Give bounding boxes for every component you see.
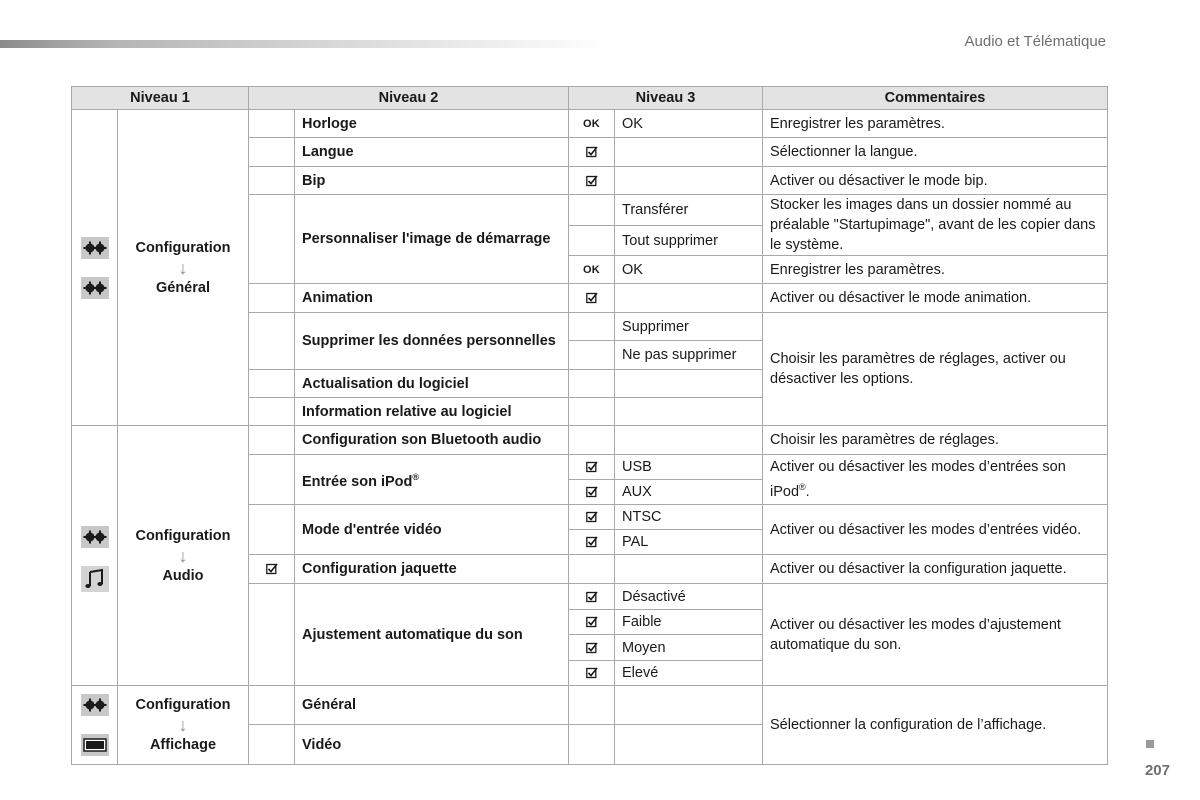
level2-supprimer-donnees: Supprimer les données personnelles <box>295 313 569 370</box>
level1-config-label: Configuration <box>135 697 231 713</box>
empty-cell <box>615 686 763 725</box>
table-row <box>72 686 1108 725</box>
screen-icon <box>81 734 109 756</box>
empty-cell <box>569 725 615 765</box>
group2-level1 <box>118 426 249 686</box>
empty-cell <box>569 370 615 398</box>
level2-image-demarrage: Personnaliser l'image de démarrage <box>295 195 569 284</box>
table-row <box>72 426 1108 455</box>
empty-cell <box>615 725 763 765</box>
checkbox-icon <box>249 555 295 584</box>
level2-bluetooth-audio: Configuration son Bluetooth audio <box>295 426 569 455</box>
checkbox-icon <box>569 661 615 686</box>
level2-actualisation-logiciel: Actualisation du logiciel <box>295 370 569 398</box>
empty-cell <box>615 398 763 426</box>
level2-information-logiciel: Information relative au logiciel <box>295 398 569 426</box>
column-header-niveau-1: Niveau 1 <box>72 87 249 110</box>
checkbox-icon <box>569 635 615 661</box>
empty-cell <box>249 313 295 370</box>
checkbox-icon <box>569 167 615 195</box>
level2-bip: Bip <box>295 167 569 195</box>
level3-ok: OK <box>615 256 763 284</box>
group3-icons <box>72 686 118 765</box>
level3-eleve: Elevé <box>615 661 763 686</box>
comment-supprimer: Choisir les paramètres de réglages, activer ou désactiver les options. <box>763 313 1108 426</box>
level3-pal: PAL <box>615 530 763 555</box>
header-decorative-bar <box>0 40 610 48</box>
table-header-row <box>72 87 1108 110</box>
empty-cell <box>569 686 615 725</box>
level3-ne-pas-supprimer: Ne pas supprimer <box>615 341 763 370</box>
empty-cell <box>249 110 295 138</box>
level2-animation: Animation <box>295 284 569 313</box>
level1-affichage-label: Affichage <box>149 737 217 753</box>
level1-audio-label: Audio <box>162 567 204 584</box>
arrow-down-icon: ↓ <box>178 545 188 566</box>
comment-animation: Activer ou désactiver le mode animation. <box>763 284 1108 313</box>
level2-horloge: Horloge <box>295 110 569 138</box>
checkbox-icon <box>569 530 615 555</box>
empty-cell <box>249 686 295 725</box>
level3-desactive: Désactivé <box>615 584 763 610</box>
column-header-niveau-2: Niveau 2 <box>249 87 569 110</box>
group2-icons <box>72 426 118 686</box>
level2-ipod: Entrée son iPod® <box>295 455 569 505</box>
empty-cell <box>249 167 295 195</box>
empty-cell <box>615 284 763 313</box>
column-header-niveau-3: Niveau 3 <box>569 87 763 110</box>
settings-table <box>71 86 1108 765</box>
empty-cell <box>249 584 295 686</box>
comment-horloge: Enregistrer les paramètres. <box>763 110 1108 138</box>
checkbox-icon <box>569 284 615 313</box>
checkbox-icon <box>569 480 615 505</box>
level2-ajustement-son: Ajustement automatique du son <box>295 584 569 686</box>
comment-langue: Sélectionner la langue. <box>763 138 1108 167</box>
comment-ipod: Activer ou désactiver les modes d’entrées son iPod®. <box>763 455 1108 505</box>
empty-cell <box>569 313 615 341</box>
gears-icon <box>81 694 109 716</box>
comment-image-ok: Enregistrer les paramètres. <box>763 256 1108 284</box>
page-number: 207 <box>1144 762 1170 779</box>
gears-icon <box>81 277 109 299</box>
group1-icons <box>72 110 118 426</box>
level2-video: Vidéo <box>295 725 569 765</box>
arrow-down-icon: ↓ <box>178 257 188 278</box>
level1-general-label: Général <box>155 279 210 296</box>
comment-bip: Activer ou désactiver le mode bip. <box>763 167 1108 195</box>
level2-config-jaquette: Configuration jaquette <box>295 555 569 584</box>
empty-cell <box>569 341 615 370</box>
level2-langue: Langue <box>295 138 569 167</box>
column-header-commentaires: Commentaires <box>763 87 1108 110</box>
empty-cell <box>569 555 615 584</box>
level3-tout-supprimer: Tout supprimer <box>615 226 763 256</box>
empty-cell <box>249 398 295 426</box>
level2-mode-video: Mode d'entrée vidéo <box>295 505 569 555</box>
gears-icon <box>81 526 109 548</box>
empty-cell <box>615 555 763 584</box>
empty-cell <box>569 195 615 226</box>
empty-cell <box>569 398 615 426</box>
level3-ok: OK <box>615 110 763 138</box>
gears-icon <box>81 237 109 259</box>
empty-cell <box>249 725 295 765</box>
empty-cell <box>249 138 295 167</box>
checkbox-icon <box>569 138 615 167</box>
section-title: Audio et Télématique <box>964 33 1106 50</box>
empty-cell <box>569 226 615 256</box>
group3-level1 <box>118 686 249 765</box>
level3-moyen: Moyen <box>615 635 763 661</box>
level1-config-label: Configuration <box>135 527 231 544</box>
table-row <box>72 110 1108 138</box>
level3-transferer: Transférer <box>615 195 763 226</box>
group1-level1 <box>118 110 249 426</box>
empty-cell <box>249 195 295 284</box>
empty-cell <box>249 505 295 555</box>
checkbox-icon <box>569 455 615 480</box>
level1-config-label: Configuration <box>135 239 231 256</box>
empty-cell <box>615 426 763 455</box>
level3-faible: Faible <box>615 610 763 635</box>
level3-ntsc: NTSC <box>615 505 763 530</box>
checkbox-icon <box>569 505 615 530</box>
comment-image: Stocker les images dans un dossier nommé au préalable "Startupimage", avant de les copier dans le système. <box>763 195 1108 256</box>
level3-supprimer: Supprimer <box>615 313 763 341</box>
ok-icon: OK <box>569 256 615 284</box>
empty-cell <box>249 370 295 398</box>
comment-bluetooth: Choisir les paramètres de réglages. <box>763 426 1108 455</box>
ok-icon: OK <box>569 110 615 138</box>
empty-cell <box>249 455 295 505</box>
page-marker <box>1146 740 1154 748</box>
level3-usb: USB <box>615 455 763 480</box>
empty-cell <box>249 426 295 455</box>
empty-cell <box>569 426 615 455</box>
music-note-icon <box>81 566 109 592</box>
level3-aux: AUX <box>615 480 763 505</box>
empty-cell <box>615 370 763 398</box>
checkbox-icon <box>569 584 615 610</box>
empty-cell <box>615 167 763 195</box>
arrow-down-icon: ↓ <box>178 715 188 735</box>
checkbox-icon <box>569 610 615 635</box>
level2-general: Général <box>295 686 569 725</box>
comment-jaquette: Activer ou désactiver la configuration jaquette. <box>763 555 1108 584</box>
empty-cell <box>615 138 763 167</box>
comment-video: Activer ou désactiver les modes d’entrées vidéo. <box>763 505 1108 555</box>
comment-ajustement: Activer ou désactiver les modes d’ajustement automatique du son. <box>763 584 1108 686</box>
comment-affichage: Sélectionner la configuration de l’affichage. <box>763 686 1108 765</box>
empty-cell <box>249 284 295 313</box>
